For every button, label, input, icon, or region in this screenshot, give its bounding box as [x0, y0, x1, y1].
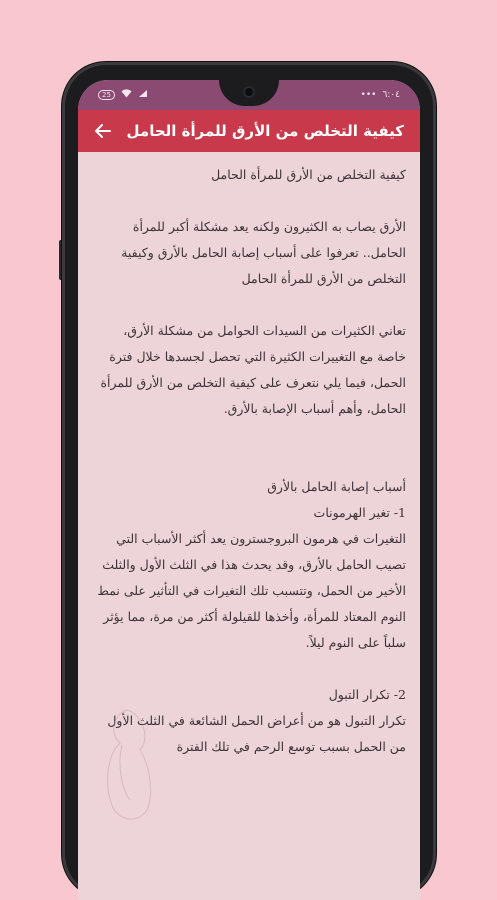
signal-icon — [138, 89, 148, 101]
page-title: كيفية التخلص من الأرق للمرأة الحامل — [126, 122, 404, 140]
front-camera — [243, 86, 255, 98]
cause-1-body: التغيرات في هرمون البروجسترون يعد أكثر الأسباب التي تصيب الحامل بالأرق، وقد يحدث هذا في الثلث الأول والثلث الأخير من الحمل، وتتسبب تلك التغيرات في التأثير على نمط النوم المعتاد للمرأة، وأخذها للقيلولة أكثر من مرة، مما يؤثر سلباً على النوم ليلاً. — [97, 531, 406, 650]
status-time: ٦:٠٤ — [382, 90, 400, 100]
cause-1-title: 1- تغير الهرمونات — [313, 505, 406, 520]
cause-2-title: 2- تكرار التبول — [328, 687, 406, 702]
wifi-icon — [121, 89, 132, 101]
back-arrow-icon — [95, 124, 111, 138]
causes-title: أسباب إصابة الحامل بالأرق — [267, 479, 406, 494]
paragraph-2: تعاني الكثيرات من السيدات الحوامل من مشكلة الأرق، خاصة مع التغييرات الكثيرة التي تحصل لجسدها خلال فترة الحمل، فيما يلي نتعرف على كيفية التخلص من الأرق للمرأة الحامل، وأهم أسباب الإصابة بالأرق. — [100, 323, 406, 416]
cause-2-body: تكرار التبول هو من أعراض الحمل الشائعة في الثلث الأول من الحمل بسبب توسع الرحم في تلك الفترة — [107, 713, 406, 754]
back-button[interactable] — [92, 120, 114, 142]
notification-icon: ••• — [360, 90, 377, 100]
phone-screen — [78, 80, 420, 900]
app-bar — [78, 110, 420, 152]
decorative-illustration — [92, 705, 162, 835]
intro-title: كيفية التخلص من الأرق للمرأة الحامل — [211, 167, 406, 182]
paragraph-1: الأرق يصاب به الكثيرون ولكنه يعد مشكلة أكبر للمرأة الحامل.. تعرفوا على أسباب إصابة الحامل بالأرق وكيفية التخلص من الأرق للمرأة الحامل — [121, 219, 406, 286]
battery-icon: 25 — [98, 90, 115, 100]
